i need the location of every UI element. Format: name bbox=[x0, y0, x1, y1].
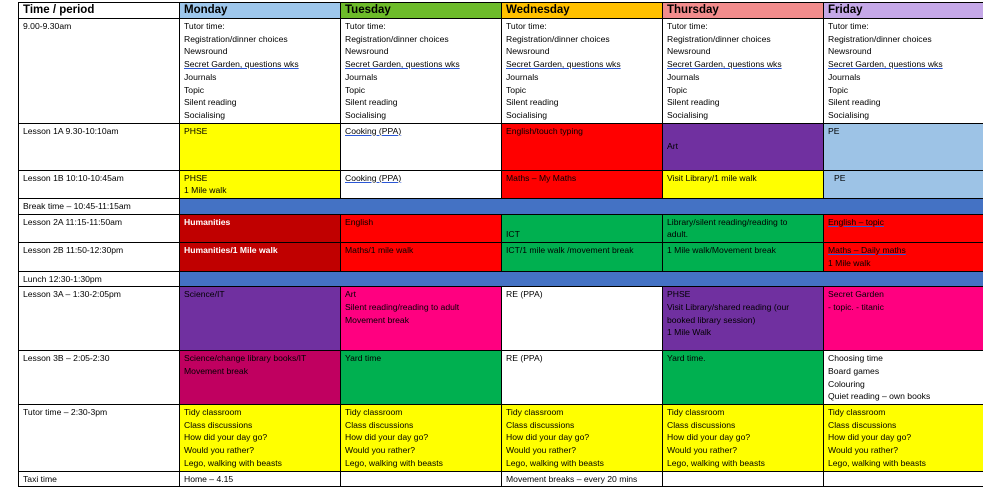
cell-line: Class discussions bbox=[345, 419, 497, 432]
cell-line: Secret Garden, questions wks bbox=[506, 58, 658, 71]
time-cell: Lesson 2A 11:15-11:50am bbox=[19, 214, 180, 242]
cell-thursday-2b: 1 Mile walk/Movement break bbox=[663, 243, 824, 271]
cell-line: Colouring bbox=[828, 378, 980, 391]
cell-line: Topic bbox=[345, 84, 497, 97]
cell-thursday-1a: Art bbox=[663, 123, 824, 170]
cell-line: PHSE bbox=[667, 288, 819, 301]
cell-line: Art bbox=[345, 288, 497, 301]
cell-line: Socialising bbox=[828, 109, 980, 122]
row-lunch bbox=[19, 271, 983, 287]
cell-line: PHSE bbox=[184, 172, 336, 185]
cell-line: Quiet reading – own books bbox=[828, 390, 980, 403]
cell-monday-3a: Science/IT bbox=[180, 287, 341, 351]
cell-line: Tutor time: bbox=[506, 20, 658, 33]
cell-line: Visit Library/shared reading (our bbox=[667, 301, 819, 314]
time-cell: Lesson 3B – 2:05-2:30 bbox=[19, 351, 180, 405]
time-cell: Lesson 3A – 1:30-2:05pm bbox=[19, 287, 180, 351]
row-lesson-2a bbox=[19, 214, 983, 242]
cell-line: Tutor time: bbox=[345, 20, 497, 33]
cell-line: Tidy classroom bbox=[506, 406, 658, 419]
cell-friday-1b bbox=[824, 170, 983, 198]
cell-thursday-1b: Visit Library/1 mile walk bbox=[663, 170, 824, 198]
cell-thursday-3a bbox=[663, 287, 824, 351]
cell-line: Journals bbox=[828, 71, 980, 84]
cell-line: Science/change library books/IT bbox=[184, 352, 336, 365]
cell-line: How did your day go? bbox=[828, 431, 980, 444]
time-cell: Lunch 12:30-1:30pm bbox=[19, 271, 180, 287]
header-row bbox=[19, 3, 983, 19]
cell-line: Would you rather? bbox=[828, 444, 980, 457]
cell-line: Topic bbox=[828, 84, 980, 97]
cell-text: English – topic bbox=[828, 217, 884, 227]
cell-line: How did your day go? bbox=[184, 431, 336, 444]
cell-line: Tutor time: bbox=[828, 20, 980, 33]
cell-line: Lego, walking with beasts bbox=[345, 457, 497, 470]
cell-line: Would you rather? bbox=[667, 444, 819, 457]
cell-line: Lego, walking with beasts bbox=[184, 457, 336, 470]
header-friday: Friday bbox=[824, 3, 983, 19]
cell-line: 1 Mile walk bbox=[184, 184, 336, 197]
cell-thursday-end bbox=[663, 405, 824, 472]
cell-line: Choosing time bbox=[828, 352, 980, 365]
cell-friday-taxi bbox=[824, 471, 983, 487]
cell-line: Class discussions bbox=[184, 419, 336, 432]
cell-friday-1a: PE bbox=[824, 123, 983, 170]
cell-text: Cooking (PPA) bbox=[345, 173, 401, 183]
cell-line: Would you rather? bbox=[184, 444, 336, 457]
cell-line: Would you rather? bbox=[506, 444, 658, 457]
cell-monday-1a: PHSE bbox=[180, 123, 341, 170]
cell-line: Library/silent reading/reading to bbox=[667, 216, 819, 229]
cell-friday-2a bbox=[824, 214, 983, 242]
row-lesson-3a bbox=[19, 287, 983, 351]
cell-line: Journals bbox=[345, 71, 497, 84]
cell-line: Tidy classroom bbox=[667, 406, 819, 419]
cell-friday-3a bbox=[824, 287, 983, 351]
cell-line: Movement break bbox=[184, 365, 336, 378]
cell-monday-3b bbox=[180, 351, 341, 405]
cell-line: How did your day go? bbox=[345, 431, 497, 444]
cell-line: booked library session) bbox=[667, 314, 819, 327]
cell-line: Newsround bbox=[506, 45, 658, 58]
cell-tuesday-1b bbox=[341, 170, 502, 198]
cell-tuesday-3b: Yard time bbox=[341, 351, 502, 405]
cell-line: Journals bbox=[667, 71, 819, 84]
time-cell: Lesson 2B 11:50-12:30pm bbox=[19, 243, 180, 271]
cell-line: Board games bbox=[828, 365, 980, 378]
cell-tuesday-2a: English bbox=[341, 214, 502, 242]
cell-thursday-3b: Yard time. bbox=[663, 351, 824, 405]
cell-line: 1 Mile Walk bbox=[667, 326, 819, 339]
cell-monday-tutor bbox=[180, 19, 341, 124]
cell-wednesday-2b: ICT/1 mile walk /movement break bbox=[502, 243, 663, 271]
row-taxi-partial bbox=[19, 471, 983, 487]
cell-monday-1b bbox=[180, 170, 341, 198]
cell-tuesday-3a bbox=[341, 287, 502, 351]
cell-line: Secret Garden, questions wks bbox=[184, 58, 336, 71]
header-tuesday: Tuesday bbox=[341, 3, 502, 19]
row-lesson-1a bbox=[19, 123, 983, 170]
cell-line: Journals bbox=[184, 71, 336, 84]
row-lesson-3b bbox=[19, 351, 983, 405]
cell-line: Tidy classroom bbox=[828, 406, 980, 419]
cell-line: Lego, walking with beasts bbox=[506, 457, 658, 470]
cell-wednesday-1b: Maths – My Maths bbox=[502, 170, 663, 198]
cell-line: Newsround bbox=[345, 45, 497, 58]
cell-line: Secret Garden, questions wks bbox=[345, 58, 497, 71]
time-cell: Lesson 1A 9.30-10:10am bbox=[19, 123, 180, 170]
cell-monday-end bbox=[180, 405, 341, 472]
time-cell: Break time – 10:45-11:15am bbox=[19, 199, 180, 215]
cell-line: Secret Garden bbox=[828, 288, 980, 301]
cell-line: Tidy classroom bbox=[345, 406, 497, 419]
cell-line: 1 Mile walk bbox=[828, 257, 980, 270]
cell-line: Tutor time: bbox=[667, 20, 819, 33]
cell-line: Silent reading bbox=[506, 96, 658, 109]
cell-line: Silent reading bbox=[184, 96, 336, 109]
cell-line: Socialising bbox=[667, 109, 819, 122]
cell-line: Socialising bbox=[506, 109, 658, 122]
cell-wednesday-1a: English/touch typing bbox=[502, 123, 663, 170]
cell-friday-3b bbox=[824, 351, 983, 405]
cell-wednesday-end bbox=[502, 405, 663, 472]
cell-line: Tidy classroom bbox=[184, 406, 336, 419]
cell-line: Journals bbox=[506, 71, 658, 84]
row-lesson-1b bbox=[19, 170, 983, 198]
cell-friday-tutor bbox=[824, 19, 983, 124]
cell-line: Maths – Daily maths bbox=[828, 244, 980, 257]
cell-tuesday-tutor bbox=[341, 19, 502, 124]
cell-thursday-taxi bbox=[663, 471, 824, 487]
break-band bbox=[180, 199, 983, 215]
cell-line: Secret Garden, questions wks bbox=[828, 58, 980, 71]
cell-tuesday-taxi bbox=[341, 471, 502, 487]
cell-line: - topic. - titanic bbox=[828, 301, 980, 314]
time-cell: Tutor time – 2:30-3pm bbox=[19, 405, 180, 472]
header-wednesday: Wednesday bbox=[502, 3, 663, 19]
time-cell: Lesson 1B 10:10-10:45am bbox=[19, 170, 180, 198]
cell-line: Class discussions bbox=[828, 419, 980, 432]
cell-line: Socialising bbox=[345, 109, 497, 122]
cell-line: Newsround bbox=[184, 45, 336, 58]
cell-tuesday-1a bbox=[341, 123, 502, 170]
cell-tuesday-2b: Maths/1 mile walk bbox=[341, 243, 502, 271]
cell-line: Newsround bbox=[828, 45, 980, 58]
lunch-band bbox=[180, 271, 983, 287]
cell-line: Class discussions bbox=[667, 419, 819, 432]
cell-line: Lego, walking with beasts bbox=[667, 457, 819, 470]
cell-friday-end bbox=[824, 405, 983, 472]
cell-line: Secret Garden, questions wks bbox=[667, 58, 819, 71]
cell-friday-2b bbox=[824, 243, 983, 271]
cell-monday-taxi: Home – 4.15 bbox=[180, 471, 341, 487]
time-cell: Taxi time bbox=[19, 471, 180, 487]
cell-monday-2b: Humanities/1 Mile walk bbox=[180, 243, 341, 271]
row-tutor-morning bbox=[19, 19, 983, 124]
cell-wednesday-tutor bbox=[502, 19, 663, 124]
cell-wednesday-3a: RE (PPA) bbox=[502, 287, 663, 351]
cell-line: Movement break bbox=[345, 314, 497, 327]
cell-thursday-tutor bbox=[663, 19, 824, 124]
cell-line: Registration/dinner choices bbox=[345, 33, 497, 46]
cell-line: Registration/dinner choices bbox=[667, 33, 819, 46]
cell-line: How did your day go? bbox=[506, 431, 658, 444]
cell-line: Silent reading bbox=[828, 96, 980, 109]
cell-tuesday-end bbox=[341, 405, 502, 472]
cell-wednesday-2a: ICT bbox=[502, 214, 663, 242]
cell-text: Cooking (PPA) bbox=[345, 126, 401, 136]
cell-line: Topic bbox=[667, 84, 819, 97]
cell-line: Registration/dinner choices bbox=[184, 33, 336, 46]
cell-line: Registration/dinner choices bbox=[506, 33, 658, 46]
cell-thursday-2a bbox=[663, 214, 824, 242]
cell-wednesday-3b: RE (PPA) bbox=[502, 351, 663, 405]
header-time: Time / period bbox=[19, 3, 180, 19]
cell-line: Would you rather? bbox=[345, 444, 497, 457]
cell-wednesday-taxi: Movement breaks – every 20 mins bbox=[502, 471, 663, 487]
cell-line: Topic bbox=[184, 84, 336, 97]
cell-line: Silent reading bbox=[667, 96, 819, 109]
time-cell: 9.00-9.30am bbox=[19, 19, 180, 124]
row-tutor-afternoon bbox=[19, 405, 983, 472]
cell-line: Tutor time: bbox=[184, 20, 336, 33]
cell-line: Class discussions bbox=[506, 419, 658, 432]
cell-line: Silent reading bbox=[345, 96, 497, 109]
row-break bbox=[19, 199, 983, 215]
cell-line: Registration/dinner choices bbox=[828, 33, 980, 46]
cell-line: Topic bbox=[506, 84, 658, 97]
cell-line: adult. bbox=[667, 228, 819, 241]
cell-line: Silent reading/reading to adult bbox=[345, 301, 497, 314]
header-thursday: Thursday bbox=[663, 3, 824, 19]
header-monday: Monday bbox=[180, 3, 341, 19]
row-lesson-2b bbox=[19, 243, 983, 271]
timetable bbox=[18, 2, 983, 487]
cell-line: How did your day go? bbox=[667, 431, 819, 444]
cell-line: Socialising bbox=[184, 109, 336, 122]
cell-monday-2a: Humanities bbox=[180, 214, 341, 242]
cell-line: Newsround bbox=[667, 45, 819, 58]
cell-text: PE bbox=[828, 172, 980, 185]
cell-line: Lego, walking with beasts bbox=[828, 457, 980, 470]
